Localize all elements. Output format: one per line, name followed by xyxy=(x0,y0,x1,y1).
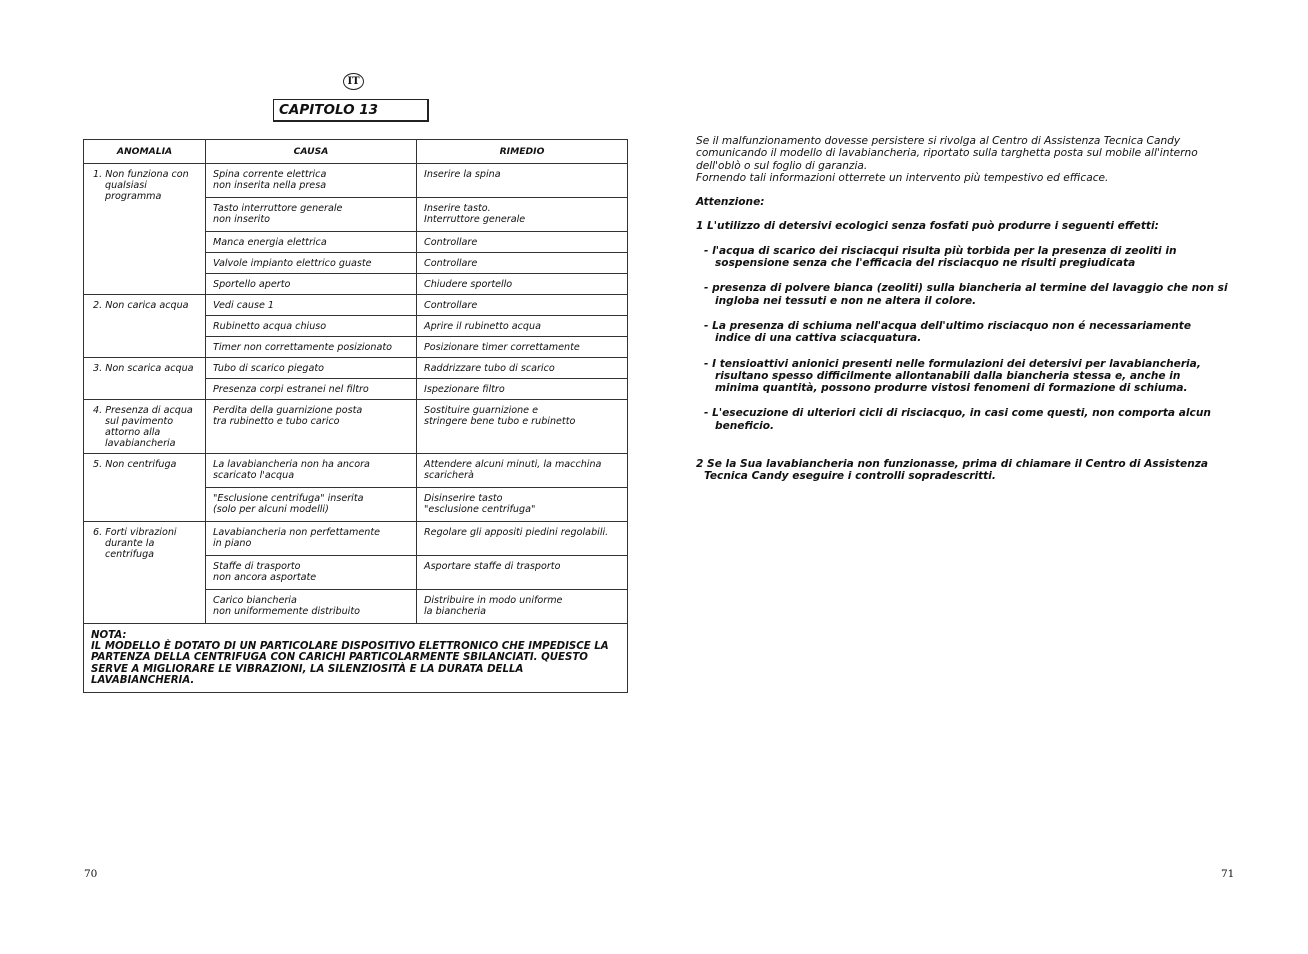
cause-cell: "Esclusione centrifuga" inserita (solo per alcuni modelli) xyxy=(206,488,417,522)
remedy-cell: Controllare xyxy=(417,253,628,274)
remedy-cell: Regolare gli appositi piedini regolabili. xyxy=(417,522,628,556)
cause-cell: Valvole impianto elettrico guaste xyxy=(206,253,417,274)
cause-cell: Spina corrente elettrica non inserita nella presa xyxy=(206,164,417,198)
bullet-item: - La presenza di schiuma nell'acqua dell'ultimo risciacquo non é necessariamente indice di una cattiva sciacquatura. xyxy=(704,319,1192,345)
cause-cell: Staffe di trasporto non ancora asportate xyxy=(206,556,417,590)
troubleshooting-table xyxy=(83,139,628,693)
remedy-cell: Controllare xyxy=(417,295,628,316)
remedy-cell: Sostituire guarnizione e stringere bene tubo e rubinetto xyxy=(417,400,628,454)
column-header: ANOMALIA xyxy=(84,140,206,164)
table-row xyxy=(84,295,628,316)
page-number-left: 70 xyxy=(84,868,98,880)
cause-cell: Tasto interruttore generale non inserito xyxy=(206,198,417,232)
note-text: IL MODELLO È DOTATO DI UN PARTICOLARE DISPOSITIVO ELETTRONICO CHE IMPEDISCE LA PARTENZA DELLA CENTRIFUGA CON CARICHI PARTICOLARMENTE SBILANCIATI. QUESTO SERVE A MIGLIORARE LE VIBRAZIONI, LA SILENZIOSITÀ E LA DURATA DELLA LAVABIANCHERIA. xyxy=(91,641,609,686)
remedy-cell: Asportare staffe di trasporto xyxy=(417,556,628,590)
anomaly-text: 1. Non funziona con qualsiasi programma xyxy=(93,169,189,202)
chapter-title: CAPITOLO 13 xyxy=(273,99,429,122)
anomaly-cell xyxy=(84,454,206,522)
cause-cell: Tubo di scarico piegato xyxy=(206,358,417,379)
cause-cell: Perdita della guarnizione posta tra rubinetto e tubo carico xyxy=(206,400,417,454)
cause-cell: Presenza corpi estranei nel filtro xyxy=(206,379,417,400)
cause-cell: Sportello aperto xyxy=(206,274,417,295)
anomaly-cell xyxy=(84,164,206,295)
anomaly-cell xyxy=(84,358,206,400)
column-header: CAUSA xyxy=(206,140,417,164)
remedy-cell: Raddrizzare tubo di scarico xyxy=(417,358,628,379)
remedy-cell: Controllare xyxy=(417,232,628,253)
note-row xyxy=(84,624,628,693)
anomaly-text: 4. Presenza di acqua sul pavimento attorno alla lavabiancheria xyxy=(93,405,193,449)
remedy-cell: Chiudere sportello xyxy=(417,274,628,295)
anomaly-text: 5. Non centrifuga xyxy=(93,459,177,470)
anomaly-cell xyxy=(84,295,206,358)
table-header-row xyxy=(84,140,628,164)
anomaly-text: 3. Non scarica acqua xyxy=(93,363,194,374)
point-1: 1 L'utilizzo di detersivi ecologici senza fosfati può produrre i seguenti effetti: xyxy=(696,220,1159,233)
note-cell xyxy=(84,624,628,693)
remedy-cell: Aprire il rubinetto acqua xyxy=(417,316,628,337)
table-row xyxy=(84,358,628,379)
remedy-cell: Inserire tasto. Interruttore generale xyxy=(417,198,628,232)
anomaly-cell xyxy=(84,400,206,454)
cause-cell: Vedi cause 1 xyxy=(206,295,417,316)
table-row xyxy=(84,400,628,454)
bullet-item: - l'acqua di scarico dei risciacqui risulta più torbida per la presenza di zeoliti in sospensione senza che l'efficacia del risciacquo ne risulti pregiudicata xyxy=(704,244,1177,270)
remedy-cell: Disinserire tasto "esclusione centrifuga" xyxy=(417,488,628,522)
cause-cell: Carico biancheria non uniformemente distribuito xyxy=(206,590,417,624)
cause-cell: Manca energia elettrica xyxy=(206,232,417,253)
table-row xyxy=(84,164,628,198)
anomaly-text: 6. Forti vibrazioni durante la centrifuga xyxy=(93,527,177,560)
point-2: 2 Se la Sua lavabiancheria non funzionasse, prima di chiamare il Centro di Assistenza Tecnica Candy eseguire i controlli sopradescritti. xyxy=(696,458,1209,483)
remedy-cell: Distribuire in modo uniforme la biancheria xyxy=(417,590,628,624)
bullet-item: - I tensioattivi anionici presenti nelle formulazioni dei detersivi per lavabiancheria, risultano spesso difficilmente allontanabili dalla biancheria stessa e, anche in minima quantità, possono produrre vistosi fenomeni di formazione di schiuma. xyxy=(704,357,1201,395)
page-number-right: 71 xyxy=(1221,868,1235,880)
cause-cell: Rubinetto acqua chiuso xyxy=(206,316,417,337)
table-row xyxy=(84,522,628,556)
attention-heading: Attenzione: xyxy=(696,196,765,209)
remedy-cell: Posizionare timer correttamente xyxy=(417,337,628,358)
bullet-item: - L'esecuzione di ulteriori cicli di risciacquo, in casi come questi, non comporta alcun beneficio. xyxy=(704,407,1211,432)
intro-paragraph: Fornendo tali informazioni otterrete un intervento più tempestivo ed efficace. xyxy=(696,171,1109,184)
remedy-cell: Inserire la spina xyxy=(417,164,628,198)
note-label: NOTA: xyxy=(91,630,127,641)
anomaly-cell xyxy=(84,522,206,624)
cause-cell: Lavabiancheria non perfettamente in piano xyxy=(206,522,417,556)
language-badge: IT xyxy=(343,73,364,90)
bullet-item: - presenza di polvere bianca (zeoliti) sulla biancheria al termine del lavaggio che non si ingloba nei tessuti e non ne altera il colore. xyxy=(704,282,1228,307)
cause-cell: La lavabiancheria non ha ancora scaricato l'acqua xyxy=(206,454,417,488)
remedy-cell: Ispezionare filtro xyxy=(417,379,628,400)
remedy-cell: Attendere alcuni minuti, la macchina scaricherà xyxy=(417,454,628,488)
column-header: RIMEDIO xyxy=(417,140,628,164)
cause-cell: Timer non correttamente posizionato xyxy=(206,337,417,358)
right-page-text xyxy=(696,135,1228,483)
anomaly-text: 2. Non carica acqua xyxy=(93,300,189,311)
intro-paragraph: Se il malfunzionamento dovesse persistere si rivolga al Centro di Assistenza Tecnica Candy comunicando il modello di lavabiancheria, riportato sulla targhetta posta sul mobile all'interno dell'oblò o sul foglio di garanzia. xyxy=(696,135,1198,172)
table-row xyxy=(84,454,628,488)
